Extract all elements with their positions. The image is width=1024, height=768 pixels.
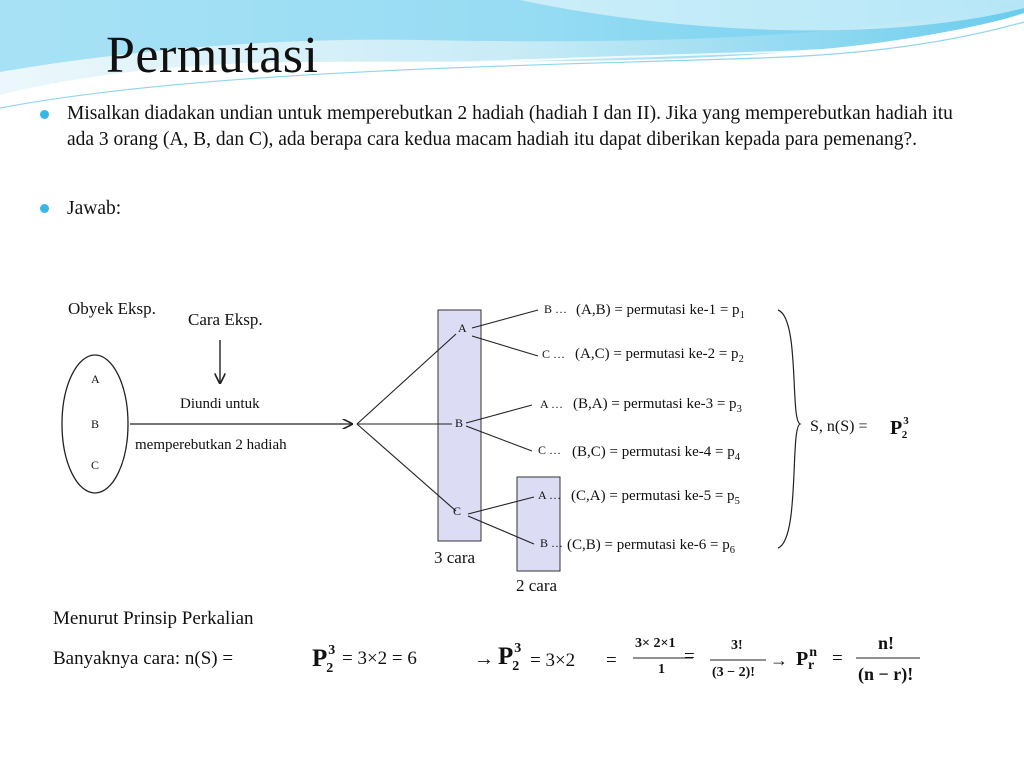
equation-result: = 3×2 = 6 — [342, 648, 417, 669]
slide-title: Permutasi — [106, 27, 319, 84]
fraction3-denominator: (n − r)! — [858, 664, 914, 684]
fraction2-denominator: (3 − 2)! — [712, 665, 755, 680]
equals-sign: = — [606, 650, 617, 671]
object-a: A — [91, 372, 100, 386]
first-c: C — [453, 504, 462, 518]
equals-sign: = — [684, 646, 695, 667]
first-count: 3 cara — [434, 548, 476, 567]
permutation-general-symbol: $P^n_r$ — [796, 645, 818, 673]
fraction1-numerator: 3× 2×1 — [635, 636, 676, 651]
second-count: 2 cara — [516, 576, 558, 595]
answer-label: Jawab: — [67, 198, 122, 219]
permutation-symbol: $P^3_2$ — [312, 643, 336, 676]
permutation-symbol: $P^3_2$ — [890, 415, 909, 441]
outcome-6: (C,B) = permutasi $ke-6 = p_6$ — [567, 537, 735, 556]
leaf-label: B … — [540, 536, 564, 550]
ways-count-label: Banyaknya cara: n(S) = — [53, 648, 234, 669]
fraction2-numerator: 3! — [731, 638, 743, 653]
first-b: B — [455, 416, 464, 430]
object-label: Obyek Eksp. — [68, 299, 156, 318]
multiplication-principle: Menurut Prinsip Perkalian — [53, 608, 254, 629]
leaf-label: A … — [540, 397, 564, 411]
equals-sign: = — [832, 648, 843, 669]
question-text: Misalkan diadakan undian untuk memperebutkan 2 hadiah (hadiah I dan II). Jika yang memperebutkan hadiah itu ada 3 orang (A, B, dan C), ada berapa cara kedua macam hadiah itu dapat diberikan kepada para pemenang?. — [67, 103, 953, 150]
permutation-symbol: $P^3_2$ — [498, 641, 522, 674]
outcome-4: (B,C) = permutasi $ke-4 = p_4$ — [572, 444, 740, 463]
arrow-label-1: Diundi untuk — [180, 396, 260, 412]
leaf-label: B … — [544, 302, 568, 316]
right-brace — [778, 310, 800, 548]
fraction3-numerator: n! — [878, 633, 895, 653]
sample-space-label: S, n(S) = — [810, 418, 868, 435]
method-label: Cara Eksp. — [188, 310, 263, 329]
outcome-3: (B,A) = permutasi $ke-3 = p_3$ — [573, 396, 742, 415]
outcome-1: (A,B) = permutasi $ke-1 = p_1$ — [576, 302, 745, 321]
leaf-label: A … — [538, 488, 562, 502]
first-a: A — [458, 321, 467, 335]
arrow-icon: → — [474, 648, 494, 670]
object-c: C — [91, 458, 100, 472]
leaf-label: C … — [538, 443, 562, 457]
arrow-icon: → — [770, 650, 788, 670]
leaf-label: C … — [542, 347, 566, 361]
object-b: B — [91, 417, 100, 431]
arrow-label-2: memperebutkan 2 hadiah — [135, 437, 287, 453]
equation-product: = 3×2 — [530, 650, 576, 671]
outcome-2: (A,C) = permutasi $ke-2 = p_2$ — [575, 346, 744, 365]
outcome-5: (C,A) = permutasi $ke-5 = p_5$ — [571, 488, 740, 507]
fraction1-denominator: 1 — [658, 662, 665, 677]
